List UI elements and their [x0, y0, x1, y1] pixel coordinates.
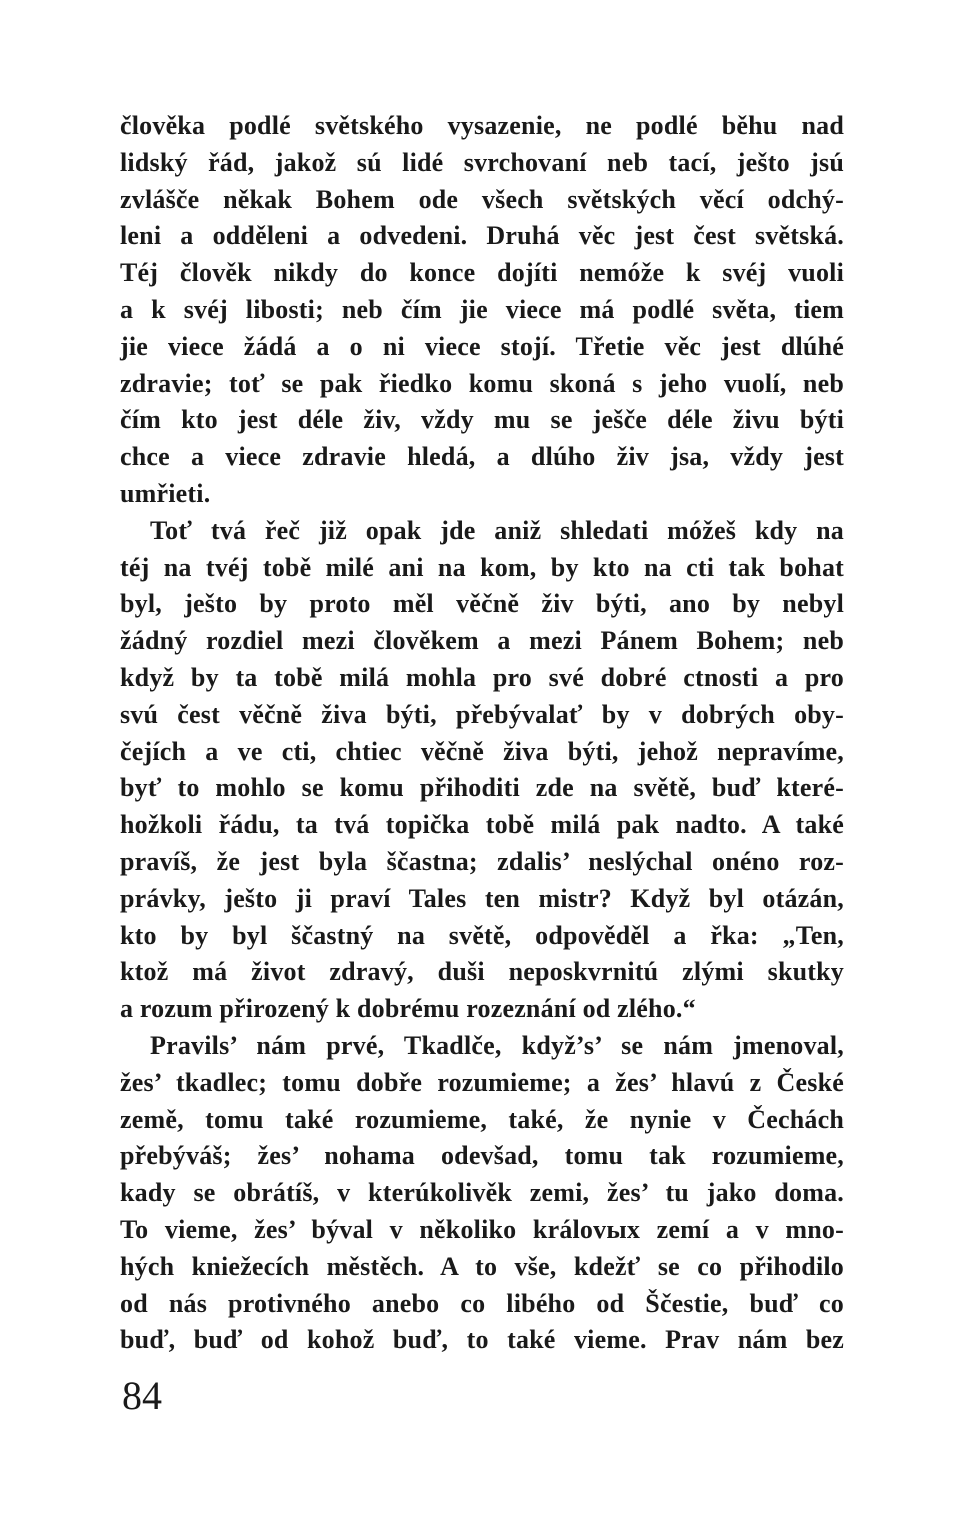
- text-line: umřieti.: [120, 478, 211, 508]
- text-line: ktož má život zdravý, duši neposkvrnitú zlými skutky: [120, 957, 844, 987]
- page-number: 84: [122, 1373, 162, 1418]
- text-line: a k svéj libosti; neb čím jie viece má podlé světa, tiem: [120, 294, 844, 324]
- page-body: [120, 108, 844, 1359]
- paragraph: [120, 108, 844, 513]
- text-line: jie viece žádá a o ni viece stojí. Třetie věc jest dlúhé: [120, 331, 844, 361]
- text-line: právky, ješto ji praví Tales ten mistr? Když byl otázán,: [120, 883, 844, 913]
- text-line: žes’ tkadlec; tomu dobře rozumieme; a žes’ hlavú z České: [120, 1067, 844, 1097]
- text-line: kto by byl ščastný na světě, odpověděl a řka: „Ten,: [120, 920, 844, 950]
- text-line: lidský řád, jakož sú lidé svrchovaní neb tací, ješto jsú: [120, 147, 844, 177]
- text-line: člověka podlé světského vysazenie, ne podlé běhu nad: [120, 111, 844, 140]
- text-line: zvláščе někak Bohem ode všech světských věcí odchý-: [120, 184, 844, 214]
- paragraph: [120, 513, 844, 1028]
- paragraph: [120, 1028, 844, 1359]
- text-line: čejích a ve cti, chtiec věčně živa býti, jehož nepravíme,: [120, 736, 844, 766]
- text-line: byť to mohlo se komu přihoditi zde na světě, buď které-: [120, 773, 844, 803]
- text-line: Pravils’ nám prvé, Tkadlče, když’s’ se nám jmenoval,: [150, 1030, 844, 1060]
- text-line: žádný rozdiel mezi člověkem a mezi Pánem Bohem; neb: [120, 626, 844, 656]
- text-line: Téj člověk nikdy do konce dojíti nemóže k svéj vuoli: [120, 258, 844, 288]
- text-line: buď, buď od kohož buď, to také vieme. Prav nám bez: [120, 1325, 844, 1355]
- text-line: hožkoli řádu, ta tvá topička tobě milá pak nadto. A také: [120, 810, 844, 840]
- text-line: svú čest věčně živa býti, přebývalať by v dobrých oby-: [120, 699, 844, 729]
- text-line: zdravie; toť se pak řiedko komu skoná s jeho vuolí, neb: [120, 368, 844, 398]
- text-line: čím kto jest déle živ, vždy mu se ješče déle živu býti: [120, 405, 844, 435]
- text-line: země, tomu také rozumieme, také, že nynie v Čechách: [120, 1104, 844, 1134]
- text-line: kady se obrátíš, v kterúkolivěk zemi, žes’ tu jako doma.: [120, 1178, 844, 1208]
- text-line: hých kniežecích městěch. A to vše, kdežť se co přihodilo: [120, 1251, 844, 1281]
- text-line: byl, ješto by proto měl věčně živ býti, ano by nebyl: [120, 589, 844, 619]
- text-line: a rozum přirozený k dobrému rozeznání od zlého.“: [120, 994, 696, 1024]
- text-line: když by ta tobě milá mohla pro své dobré ctnosti a pro: [120, 662, 844, 692]
- text-line: přebýváš; žes’ nohama odevšad, tomu tak rozumieme,: [120, 1141, 844, 1171]
- text-line: leni a odděleni a odvedeni. Druhá věc jest čest světská.: [120, 221, 844, 251]
- text-line: pravíš, že jest byla ščastna; zdalis’ neslýchal onéno roz-: [120, 846, 844, 876]
- text-line: To vieme, žes’ býval v několiko královых zemí a v mno-: [120, 1214, 844, 1244]
- text-line: chce a viece zdravie hledá, a dlúho živ jsa, vždy jest: [120, 442, 844, 472]
- text-line: téj na tvéj tobě milé ani na kom, by kto na cti tak bohat: [120, 552, 844, 582]
- text-line: od nás protivného anebo co libého od Ščestie, buď co: [120, 1288, 844, 1318]
- text-line: Toť tvá řeč již opak jde aniž shledati móžeš kdy na: [150, 515, 844, 545]
